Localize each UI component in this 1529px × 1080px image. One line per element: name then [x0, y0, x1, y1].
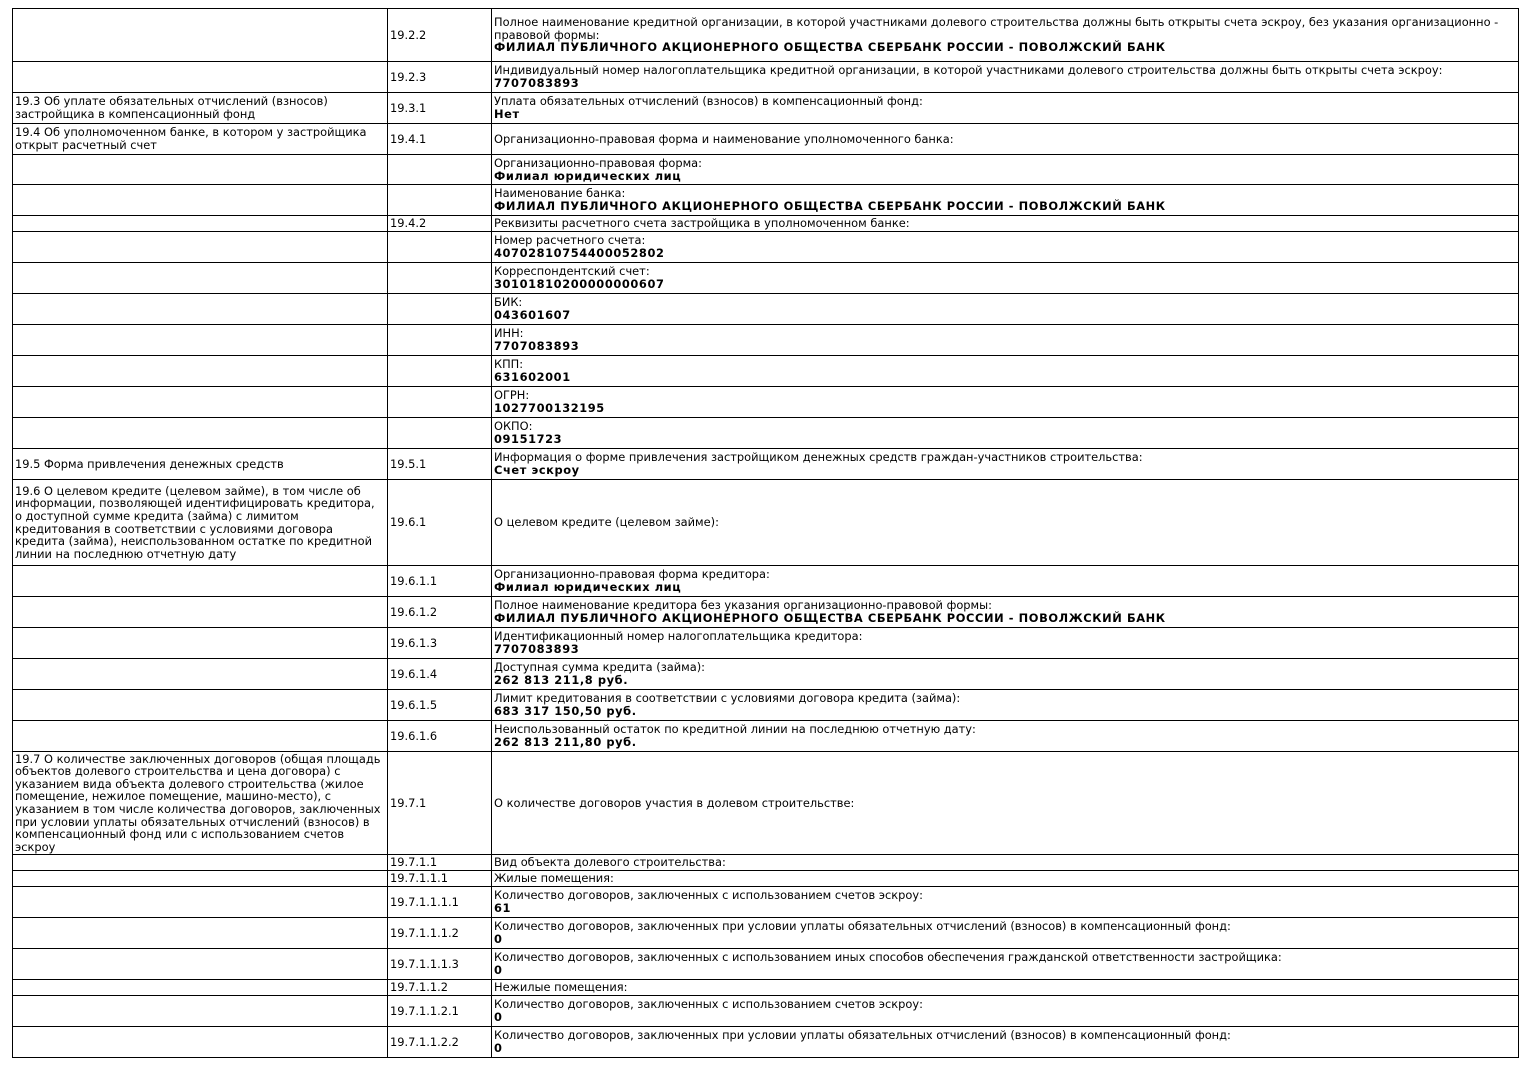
table-row — [13, 980, 1519, 996]
section-cell — [13, 9, 388, 62]
code-cell: 19.6.1.4 — [388, 659, 492, 690]
section-cell — [13, 1027, 388, 1058]
field-value: Нет — [494, 107, 520, 121]
content-cell — [492, 216, 1519, 232]
field-label: Полное наименование кредитной организации, в которой участниками долевого строительства должны быть открыты счета эскроу, без указания организационно - правовой формы: — [494, 15, 1499, 42]
section-cell: 19.6 О целевом кредите (целевом займе), в том числе об информации, позволяющей идентифицировать кредитора, о доступной сумме кредита (займа) с лимитом кредитования в соответствии с условиями договора кредита (займа), неиспользованном остатке по кредитной линии на последнюю отчетную дату — [13, 480, 388, 566]
field-value: 40702810754400052802 — [494, 246, 665, 260]
field-label: Идентификационный номер налогоплательщика кредитора: — [494, 629, 863, 644]
field-value: 0 — [494, 963, 503, 977]
table-row — [13, 62, 1519, 93]
code-cell — [388, 418, 492, 449]
content-cell — [492, 449, 1519, 480]
field-label: Реквизиты расчетного счета застройщика в уполномоченном банке: — [494, 216, 910, 231]
code-cell: 19.5.1 — [388, 449, 492, 480]
field-label: Наименование банка: — [494, 186, 626, 201]
table-row — [13, 887, 1519, 918]
field-value: 0 — [494, 1010, 503, 1024]
table-row — [13, 356, 1519, 387]
table-row — [13, 124, 1519, 155]
table-row — [13, 721, 1519, 752]
field-value: 0 — [494, 932, 503, 946]
code-cell — [388, 155, 492, 185]
section-cell: 19.3 Об уплате обязательных отчислений (взносов) застройщика в компенсационный фонд — [13, 93, 388, 124]
section-cell — [13, 62, 388, 93]
table-row — [13, 449, 1519, 480]
table-row — [13, 418, 1519, 449]
code-cell: 19.6.1.3 — [388, 628, 492, 659]
field-value: ФИЛИАЛ ПУБЛИЧНОГО АКЦИОНЕРНОГО ОБЩЕСТВА СБЕРБАНК РОССИИ - ПОВОЛЖСКИЙ БАНК — [494, 199, 1166, 213]
code-cell: 19.7.1.1.1.2 — [388, 918, 492, 949]
content-cell — [492, 232, 1519, 263]
section-cell — [13, 387, 388, 418]
table-row — [13, 690, 1519, 721]
content-cell — [492, 480, 1519, 566]
field-label: Организационно-правовая форма кредитора: — [494, 567, 770, 582]
code-cell: 19.6.1.6 — [388, 721, 492, 752]
section-cell — [13, 155, 388, 185]
field-label: Организационно-правовая форма и наименование уполномоченного банка: — [494, 131, 954, 146]
section-cell — [13, 980, 388, 996]
content-cell — [492, 980, 1519, 996]
field-value: 262 813 211,8 руб. — [494, 673, 629, 687]
code-cell — [388, 185, 492, 216]
table-row — [13, 918, 1519, 949]
content-cell — [492, 659, 1519, 690]
content-cell — [492, 690, 1519, 721]
content-cell — [492, 1027, 1519, 1058]
code-cell: 19.4.2 — [388, 216, 492, 232]
field-label: Информация о форме привлечения застройщиком денежных средств граждан-участников строительства: — [494, 450, 1143, 465]
section-cell — [13, 356, 388, 387]
code-cell: 19.7.1.1.1 — [388, 871, 492, 887]
code-cell — [388, 294, 492, 325]
section-cell — [13, 871, 388, 887]
table-row — [13, 263, 1519, 294]
disclosure-table — [12, 8, 1519, 1058]
field-label: Индивидуальный номер налогоплательщика кредитной организации, в которой участниками долевого строительства должны быть открыты счета эскроу: — [494, 63, 1443, 78]
content-cell — [492, 566, 1519, 597]
content-cell — [492, 62, 1519, 93]
content-cell — [492, 294, 1519, 325]
code-cell: 19.4.1 — [388, 124, 492, 155]
table-row — [13, 216, 1519, 232]
field-value: ФИЛИАЛ ПУБЛИЧНОГО АКЦИОНЕРНОГО ОБЩЕСТВА СБЕРБАНК РОССИИ - ПОВОЛЖСКИЙ БАНК — [494, 40, 1166, 55]
field-label: ИНН: — [494, 326, 524, 341]
section-cell — [13, 659, 388, 690]
field-value: 09151723 — [494, 432, 563, 446]
code-cell: 19.2.3 — [388, 62, 492, 93]
section-cell — [13, 294, 388, 325]
code-cell — [388, 387, 492, 418]
field-label: БИК: — [494, 295, 523, 310]
field-label: Жилые помещения: — [494, 871, 614, 886]
section-cell — [13, 566, 388, 597]
table-row — [13, 871, 1519, 887]
field-label: Нежилые помещения: — [494, 980, 628, 995]
field-label: Организационно-правовая форма: — [494, 155, 703, 170]
section-cell — [13, 996, 388, 1027]
code-cell: 19.7.1.1.2.2 — [388, 1027, 492, 1058]
table-row — [13, 1027, 1519, 1058]
code-cell: 19.7.1.1.1.1 — [388, 887, 492, 918]
table-row — [13, 294, 1519, 325]
disclosure-table-body — [13, 9, 1519, 1058]
field-value: 683 317 150,50 руб. — [494, 704, 637, 718]
code-cell: 19.7.1 — [388, 752, 492, 855]
table-row — [13, 855, 1519, 871]
code-cell: 19.7.1.1.2 — [388, 980, 492, 996]
content-cell — [492, 918, 1519, 949]
field-value: ФИЛИАЛ ПУБЛИЧНОГО АКЦИОНЕРНОГО ОБЩЕСТВА СБЕРБАНК РОССИИ - ПОВОЛЖСКИЙ БАНК — [494, 611, 1166, 625]
code-cell — [388, 356, 492, 387]
code-cell — [388, 325, 492, 356]
table-row — [13, 185, 1519, 216]
field-label: Количество договоров, заключенных при условии уплаты обязательных отчислений (взносов) в компенсационный фонд: — [494, 919, 1231, 934]
content-cell — [492, 356, 1519, 387]
code-cell: 19.6.1 — [388, 480, 492, 566]
section-cell: 19.5 Форма привлечения денежных средств — [13, 449, 388, 480]
content-cell — [492, 325, 1519, 356]
field-value: 1027700132195 — [494, 401, 605, 415]
section-cell — [13, 690, 388, 721]
field-label: О целевом кредите (целевом займе): — [494, 515, 719, 530]
field-value: 7707083893 — [494, 339, 580, 353]
field-label: О количестве договоров участия в долевом строительстве: — [494, 795, 855, 810]
section-cell — [13, 918, 388, 949]
content-cell — [492, 855, 1519, 871]
field-value: 631602001 — [494, 370, 571, 384]
code-cell: 19.7.1.1.2.1 — [388, 996, 492, 1027]
field-value: Счет эскроу — [494, 463, 580, 477]
field-value: 30101810200000000607 — [494, 277, 665, 291]
table-row — [13, 155, 1519, 185]
content-cell — [492, 185, 1519, 216]
table-row — [13, 949, 1519, 980]
field-label: Лимит кредитования в соответствии с условиями договора кредита (займа): — [494, 691, 961, 706]
table-row — [13, 659, 1519, 690]
section-cell — [13, 216, 388, 232]
field-value: 262 813 211,80 руб. — [494, 735, 637, 749]
content-cell — [492, 387, 1519, 418]
section-cell — [13, 418, 388, 449]
section-cell — [13, 855, 388, 871]
content-cell — [492, 949, 1519, 980]
field-label: Количество договоров, заключенных с использованием счетов эскроу: — [494, 888, 923, 903]
field-label: Количество договоров, заключенных с использованием иных способов обеспечения гражданской ответственности застройщика: — [494, 950, 1282, 965]
section-cell: 19.4 Об уполномоченном банке, в котором у застройщика открыт расчетный счет — [13, 124, 388, 155]
section-cell — [13, 628, 388, 659]
code-cell: 19.6.1.2 — [388, 597, 492, 628]
section-cell — [13, 263, 388, 294]
table-row — [13, 387, 1519, 418]
content-cell — [492, 628, 1519, 659]
table-row — [13, 232, 1519, 263]
section-cell — [13, 887, 388, 918]
field-label: Номер расчетного счета: — [494, 233, 646, 248]
table-row — [13, 325, 1519, 356]
code-cell — [388, 263, 492, 294]
field-value: 7707083893 — [494, 642, 580, 656]
field-value: Филиал юридических лиц — [494, 168, 682, 183]
content-cell — [492, 597, 1519, 628]
table-row — [13, 752, 1519, 855]
field-label: Неиспользованный остаток по кредитной линии на последнюю отчетную дату: — [494, 722, 976, 737]
field-label: Количество договоров, заключенных с использованием счетов эскроу: — [494, 997, 923, 1012]
code-cell: 19.6.1.1 — [388, 566, 492, 597]
field-value: 0 — [494, 1041, 503, 1055]
field-value: 61 — [494, 901, 512, 915]
content-cell — [492, 996, 1519, 1027]
code-cell — [388, 232, 492, 263]
field-value: Филиал юридических лиц — [494, 580, 682, 594]
table-row — [13, 628, 1519, 659]
content-cell — [492, 155, 1519, 185]
code-cell: 19.6.1.5 — [388, 690, 492, 721]
content-cell — [492, 752, 1519, 855]
field-label: Количество договоров, заключенных при условии уплаты обязательных отчислений (взносов) в компенсационный фонд: — [494, 1028, 1231, 1043]
content-cell — [492, 887, 1519, 918]
field-label: ОГРН: — [494, 388, 530, 403]
section-cell — [13, 325, 388, 356]
field-label: Доступная сумма кредита (займа): — [494, 660, 706, 675]
content-cell — [492, 93, 1519, 124]
field-label: Уплата обязательных отчислений (взносов) в компенсационный фонд: — [494, 94, 923, 109]
field-label: Вид объекта долевого строительства: — [494, 855, 726, 870]
content-cell — [492, 871, 1519, 887]
section-cell — [13, 232, 388, 263]
content-cell — [492, 9, 1519, 62]
content-cell — [492, 263, 1519, 294]
field-value: 043601607 — [494, 308, 571, 322]
section-cell — [13, 949, 388, 980]
table-row — [13, 566, 1519, 597]
section-cell — [13, 185, 388, 216]
field-label: Полное наименование кредитора без указания организационно-правовой формы: — [494, 598, 992, 613]
code-cell: 19.7.1.1.1.3 — [388, 949, 492, 980]
content-cell — [492, 721, 1519, 752]
section-cell — [13, 721, 388, 752]
field-label: ОКПО: — [494, 419, 533, 434]
code-cell: 19.2.2 — [388, 9, 492, 62]
content-cell — [492, 124, 1519, 155]
field-value: 7707083893 — [494, 76, 580, 90]
table-row — [13, 9, 1519, 62]
section-cell — [13, 597, 388, 628]
table-row — [13, 996, 1519, 1027]
field-label: КПП: — [494, 357, 524, 372]
code-cell: 19.3.1 — [388, 93, 492, 124]
content-cell — [492, 418, 1519, 449]
field-label: Корреспондентский счет: — [494, 264, 650, 279]
section-cell: 19.7 О количестве заключенных договоров (общая площадь объектов долевого строительства и цена договора) с указанием вида объекта долевого строительства (жилое помещение, нежилое помещение, машино-место), с указанием в том числе количества договоров, заключенных при условии уплаты обязательных отчислений (взносов) в компенсационный фонд или с использованием счетов эскроу — [13, 752, 388, 855]
table-row — [13, 597, 1519, 628]
table-row — [13, 93, 1519, 124]
code-cell: 19.7.1.1 — [388, 855, 492, 871]
table-row — [13, 480, 1519, 566]
